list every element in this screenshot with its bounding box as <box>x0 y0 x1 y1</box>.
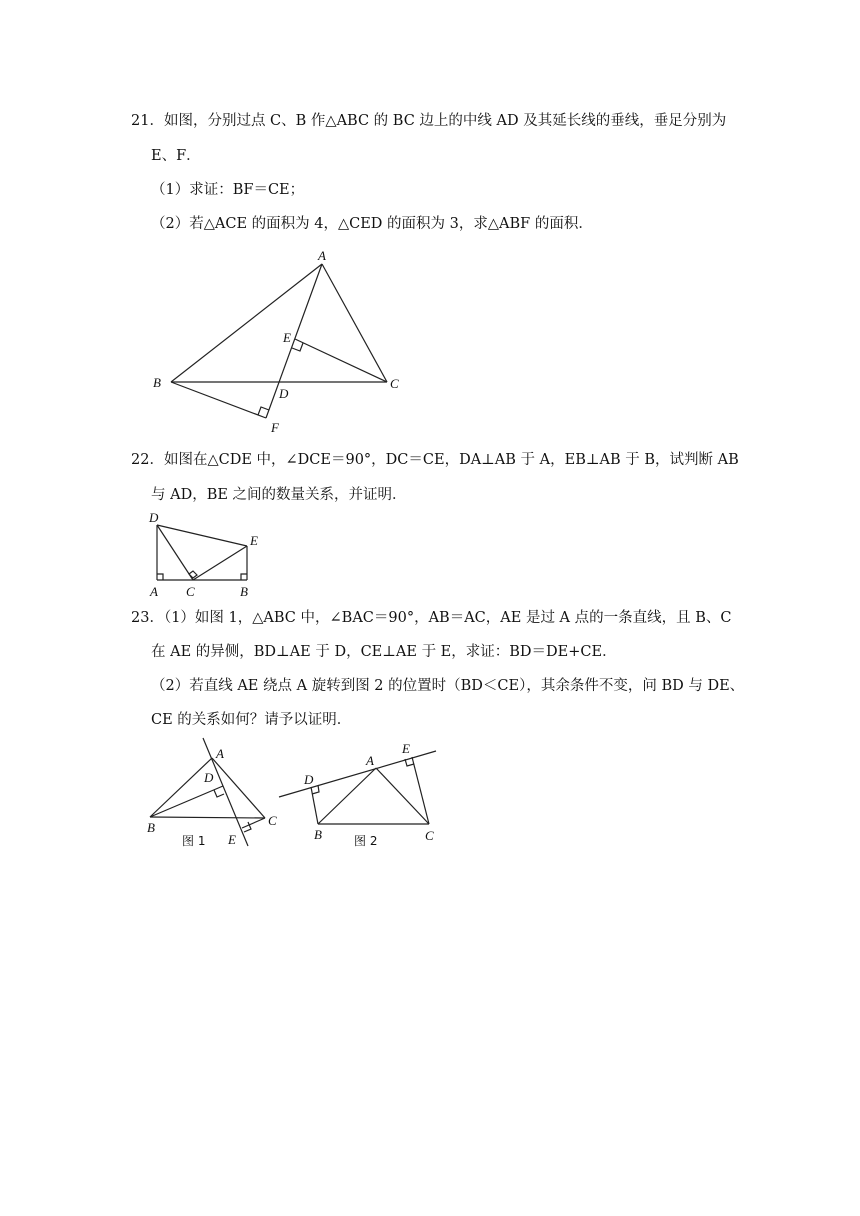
label-b: B <box>153 375 161 390</box>
label-a: A <box>216 746 224 761</box>
label-c: C <box>268 813 277 828</box>
q22-line2: 与 AD，BE 之间的数量关系，并证明． <box>151 487 407 503</box>
q23-line2: 在 AE 的异侧，BD⊥AE 于 D，CE⊥AE 于 E，求证：BD＝DE+CE． <box>151 644 617 660</box>
q23-line3: （2）若直线 AE 绕点 A 旋转到图 2 的位置时（BD＜CE），其余条件不变，问 BD 与 DE、 <box>151 678 745 694</box>
q21-part2: （2）若△ACE 的面积为 4，△CED 的面积为 3，求△ABF 的面积． <box>151 216 593 232</box>
label-b: B <box>314 827 322 842</box>
label-e: E <box>228 832 236 847</box>
label-e: E <box>283 330 291 345</box>
label-c: C <box>425 828 434 843</box>
segment-ce <box>412 757 429 824</box>
label-c: C <box>390 376 399 391</box>
q22-line1: 22．如图在△CDE 中，∠DCE＝90°，DC＝CE，DA⊥AB 于 A，EB⊥AB 于 B，试判断 AB <box>131 452 739 468</box>
label-f: F <box>271 420 279 435</box>
figure1-caption: 图 1 <box>182 834 206 848</box>
figure2-caption: 图 2 <box>354 834 378 848</box>
label-d: D <box>149 510 159 525</box>
label-a: A <box>366 753 374 768</box>
label-c: C <box>186 584 195 599</box>
label-b: B <box>240 584 248 599</box>
label-a: A <box>318 248 326 263</box>
label-e: E <box>250 533 258 548</box>
label-b: B <box>147 820 155 835</box>
q21-line1: 21．如图，分别过点 C、B 作△ABC 的 BC 边上的中线 AD 及其延长线的垂线，垂足分别为 <box>131 113 727 129</box>
segment-ac <box>376 768 429 824</box>
label-d: D <box>279 386 289 401</box>
q21-line2: E、F． <box>151 148 201 164</box>
label-d: D <box>304 772 314 787</box>
label-e: E <box>402 741 410 756</box>
q23-line4: CE 的关系如何？请予以证明． <box>151 712 352 728</box>
q23-line1: 23．（1）如图 1，△ABC 中，∠BAC＝90°，AB＝AC，AE 是过 A 点的一条直线，且 B、C <box>131 610 732 626</box>
segment-ab <box>318 768 376 824</box>
q21-part1: （1）求证：BF＝CE； <box>151 182 305 198</box>
label-a: A <box>150 584 158 599</box>
label-d: D <box>204 770 214 785</box>
